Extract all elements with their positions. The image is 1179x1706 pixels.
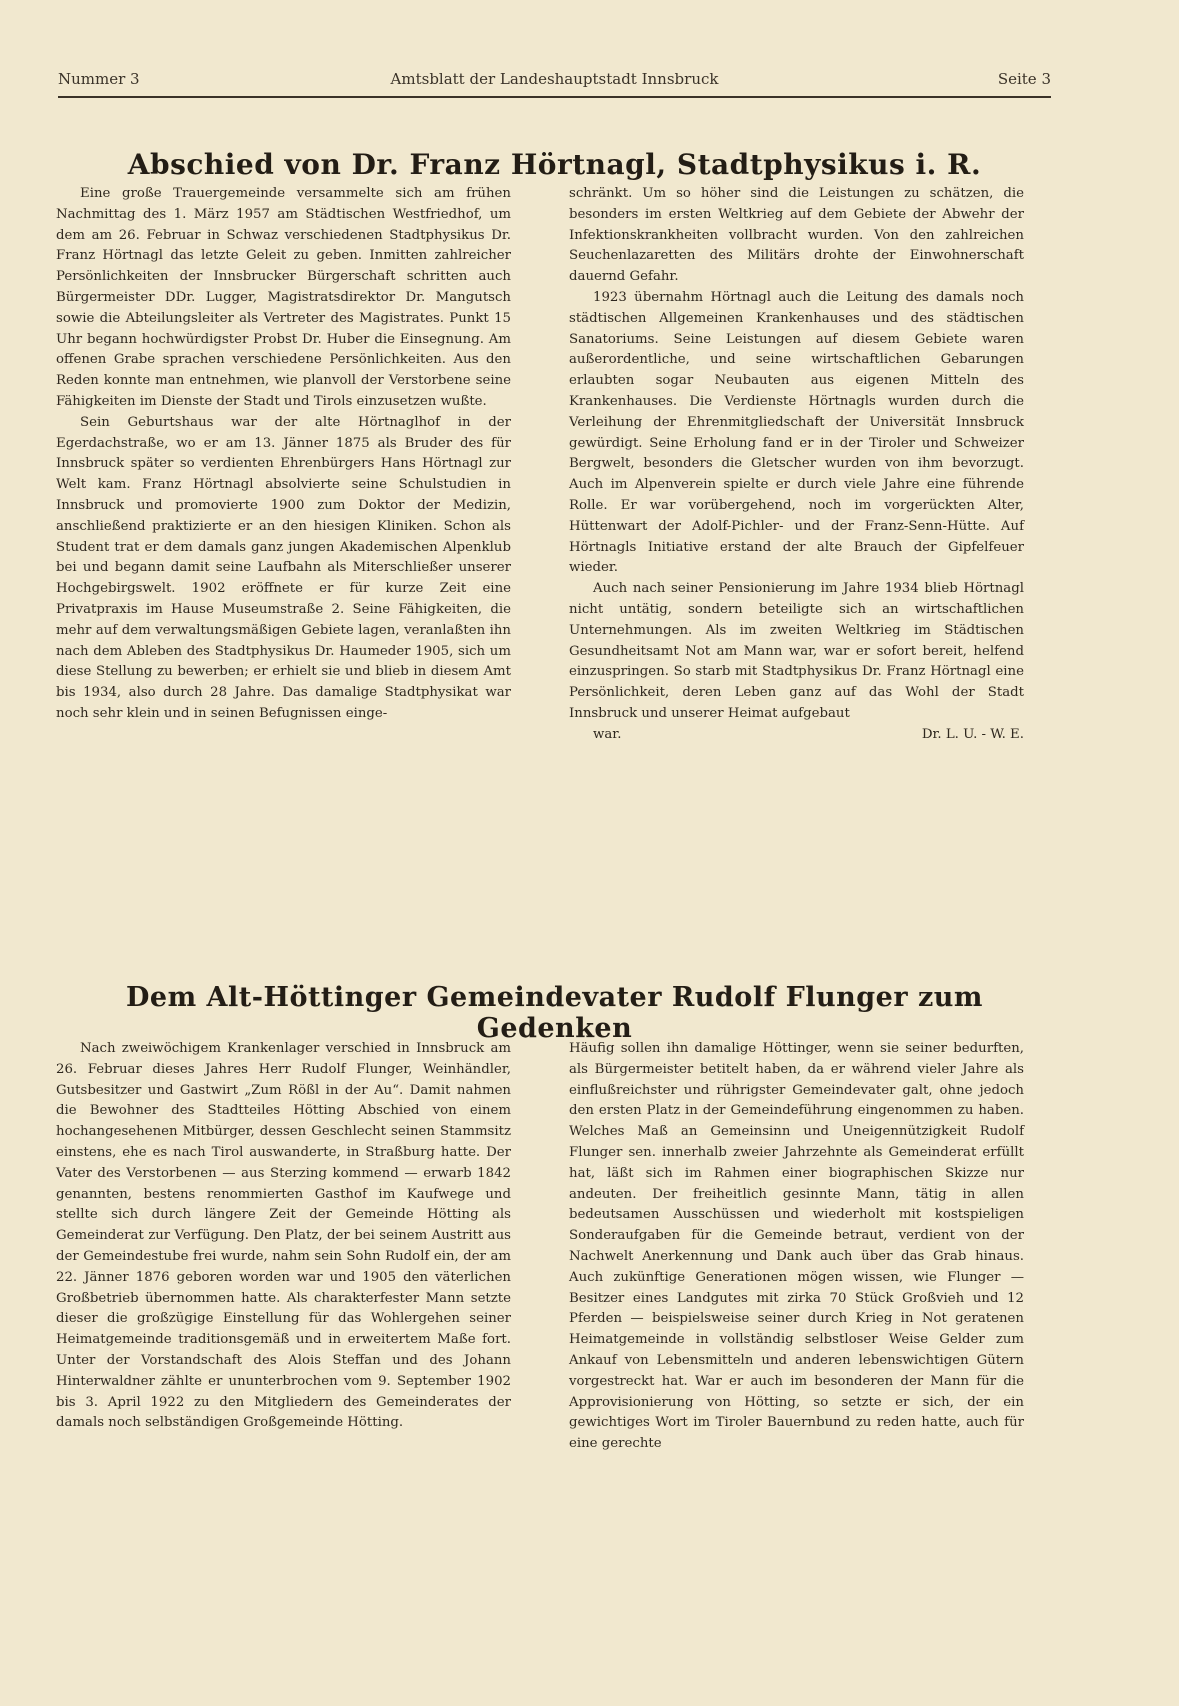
page-number: Seite 3 [997, 70, 1051, 88]
article2-column-left [56, 1039, 511, 1434]
issue-number: Nummer 3 [58, 70, 140, 88]
article2-paragraph: Häufig sollen ihn damalige Höttinger, wenn sie seiner bedurften, als Bürgermeister betitelt haben, da er während vieler Jahre als einflußreichster und rührigster Gemeindevater galt, ohne jedoch den ersten Platz in der Gemeindeführung eingenommen zu haben. Welches Maß an Gemeinsinn und Uneigennützigkeit Rudolf Flunger sen. innerhalb zweier Jahrzehnte als Gemeinderat erfüllt hat, läßt sich im Rahmen einer biographischen Skizze nur andeuten. Der freiheitlich gesinnte Mann, tätig in allen bedeutsamen Ausschüssen und wiederholt mit kostspieligen Sonderaufgaben für die Gemeinde betraut, verdient von der Nachwelt Anerkennung und Dank auch über das Grab hinaus. Auch zukünftige Generationen mögen wissen, wie Flunger — Besitzer eines Landgutes mit zirka 70 Stück Großvieh und 12 Pferden — beispielsweise seiner durch Krieg in Not geratenen Heimatgemeinde in vollständig selbstloser Weise Gelder zum Ankauf von Lebensmitteln und anderen lebenswichtigen Gütern vorgestreckt hat. War er auch im besonderen der Mann für die Approvisionierung von Hötting, so setzte er sich, der ein gewichtiges Wort im Tiroler Bauernbund zu reden hatte, auch für eine gerechte [569, 1041, 1024, 1452]
article2-title: Dem Alt-Höttinger Gemeindevater Rudolf Flunger zum Gedenken [126, 982, 983, 1044]
article1-column-left [56, 184, 511, 725]
article2-column-right [569, 1039, 1024, 1455]
last-word: war. [593, 726, 622, 742]
header-rule [58, 96, 1051, 98]
article2-paragraph: Nach zweiwöchigem Krankenlager verschied in Innsbruck am 26. Februar dieses Jahres Herr Rudolf Flunger, Weinhändler, Gutsbesitzer und Gastwirt „Zum Rößl in der Au“. Damit nahmen die Bewohner des Stadtteiles Hötting Abschied von einem hochangesehenen Mitbürger, dessen Geschlecht seinen Stammsitz einstens, ehe es nach Tirol auswanderte, in Straßburg hatte. Der Vater des Verstorbenen — aus Sterzing kommend — erwarb 1842 genannten, bestens renommierten Gasthof im Kaufwege und stellte sich durch längere Zeit der Gemeinde Hötting als Gemeinderat zur Verfügung. Den Platz, der bei seinem Austritt aus der Gemeindestube frei wurde, nahm sein Sohn Rudolf ein, der am 22. Jänner 1876 geboren worden war und 1905 den väterlichen Großbetrieb übernommen hatte. Als charakterfester Mann setzte dieser die großzügige Einstellung für das Wohlergehen seiner Heimatgemeinde traditionsgemäß und in erweitertem Maße fort. Unter der Vorstandschaft des Alois Steffan und des Johann Hinterwaldner zählte er ununterbrochen vom 9. September 1902 bis 3. April 1922 zu den Mitgliedern des Gemeinderates der damals noch selbständigen Großgemeinde Hötting. [56, 1041, 511, 1431]
article1-paragraph: Auch nach seiner Pensionierung im Jahre 1934 blieb Hörtnagl nicht untätig, sondern beteiligte sich an wirtschaftlichen Unternehmungen. Als im zweiten Weltkrieg im Städtischen Gesundheitsamt Not am Mann war, war er sofort bereit, helfend einzuspringen. So starb mit Stadtphysikus Dr. Franz Hörtnagl eine Persönlichkeit, deren Leben ganz auf das Wohl der Stadt Innsbruck und unserer Heimat aufgebaut [569, 581, 1024, 721]
article1-paragraph: Sein Geburtshaus war der alte Hörtnaglhof in der Egerdachstraße, wo er am 13. Jänner 1875 als Bruder des für Innsbruck später so verdienten Ehrenbürgers Hans Hörtnagl zur Welt kam. Franz Hörtnagl absolvierte seine Schulstudien in Innsbruck und promovierte 1900 zum Doktor der Medizin, anschließend praktizierte er an den hiesigen Kliniken. Schon als Student trat er dem damals ganz jungen Akademischen Alpenklub bei und begann damit seine Laufbahn als Miterschließer unserer Hochgebirgswelt. 1902 eröffnete er für kurze Zeit eine Privatpraxis im Hause Museumstraße 2. Seine Fähigkeiten, die mehr auf dem verwaltungsmäßigen Gebiete lagen, veranlaßten ihn nach dem Ableben des Stadtphysikus Dr. Haumeder 1905, sich um diese Stellung zu bewerben; er erhielt sie und blieb in diesem Amt bis 1934, also durch 28 Jahre. Das damalige Stadtphysikat war noch sehr klein und in seinen Befugnissen einge- [56, 414, 511, 721]
article1-title: Abschied von Dr. Franz Hörtnagl, Stadtphysikus i. R. [127, 148, 982, 181]
article1-paragraph: schränkt. Um so höher sind die Leistungen zu schätzen, die besonders im ersten Weltkrieg auf dem Gebiete der Abwehr der Infektionskrankheiten vollbracht wurden. Von den zahlreichen Seuchenlazaretten des Militärs drohte der Einwohnerschaft dauernd Gefahr. [569, 186, 1024, 285]
article1-paragraph: 1923 übernahm Hörtnagl auch die Leitung des damals noch städtischen Allgemeinen Krankenhauses und des städtischen Sanatoriums. Seine Leistungen auf diesem Gebiete waren außerordentliche, und seine wirtschaftlichen Gebarungen erlaubten sogar Neubauten aus eigenen Mitteln des Krankenhauses. Die Verdienste Hörtnagls wurden durch die Verleihung der Ehrenmitgliedschaft der Universität Innsbruck gewürdigt. Seine Erholung fand er in der Tiroler und Schweizer Bergwelt, besonders die Gletscher wurden von ihm bevorzugt. Auch im Alpenverein spielte er durch viele Jahre eine führende Rolle. Er war vorübergehend, noch im vorgerückten Alter, Hüttenwart der Adolf-Pichler- und der Franz-Senn-Hütte. Auf Hörtnagls Initiative erstand der alte Brauch der Gipfelfeuer wieder. [569, 289, 1024, 576]
page-header [58, 70, 1051, 94]
article1-paragraph: Eine große Trauergemeinde versammelte sich am frühen Nachmittag des 1. März 1957 am Städtischen Westfriedhof, um dem am 26. Februar in Schwaz verschiedenen Stadtphysikus Dr. Franz Hörtnagl das letzte Geleit zu geben. Inmitten zahlreicher Persönlichkeiten der Innsbrucker Bürgerschaft schritten auch Bürgermeister DDr. Lugger, Magistratsdirektor Dr. Mangutsch sowie die Abteilungsleiter als Vertreter des Magistrates. Punkt 15 Uhr begann hochwürdigster Probst Dr. Huber die Einsegnung. Am offenen Grabe sprachen verschiedene Persönlichkeiten. Aus den Reden konnte man entnehmen, wie planvoll der Verstorbene seine Fähigkeiten im Dienste der Stadt und Tirols einzusetzen wußte. [56, 186, 511, 409]
article1-closing-line [569, 725, 1024, 746]
publication-name: Amtsblatt der Landeshauptstadt Innsbruck [390, 70, 719, 88]
author-signature: Dr. L. U. - W. E. [921, 726, 1024, 742]
article1-column-right [569, 184, 1024, 746]
